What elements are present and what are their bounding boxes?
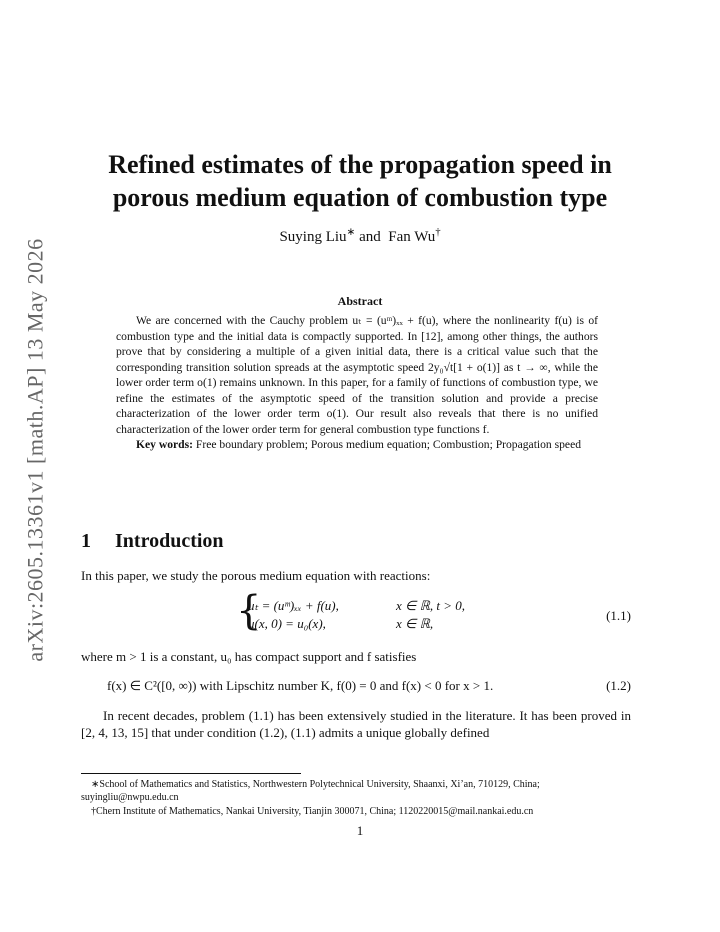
arxiv-sidebar-stamp: [18, 240, 54, 660]
footnotes: [81, 778, 631, 819]
abstract-heading: Abstract: [337, 294, 383, 308]
equation-number-1-2: (1.2): [606, 678, 631, 693]
abstract-text: We are concerned with the Cauchy problem uₜ = (uᵐ)ₓₓ + f(u), where the nonlinearity f(u) is of combustion type and the initial data is compactly supported. In [12], among other things, the authors prove that by considering a multiple of a given initial data, there is a critical value such that the corresponding transition solution spreads at the asymptotic speed 2y₀√t[1 + o(1)] as t → ∞, while the lower order term o(1) remains unknown. In this paper, for a family of functions of combustion type, we refine the estimates of the asymptotic speed of the transition solution and provide a precise characterization of the lower order term o(1). Our result also reveals that there is no unified characterization of the lower order term for general combustion type functions f.: [116, 314, 598, 436]
intro-paragraph-2: where m > 1 is a constant, u₀ has compact support and f satisfies: [81, 649, 417, 664]
equation-1-2: [81, 678, 631, 696]
page-number: 1: [356, 823, 364, 838]
equation-line-1-condition-text: x ∈ ℝ, t > 0,: [396, 598, 466, 613]
author-2: Fan Wu: [388, 229, 436, 245]
intro-paragraph-1: In this paper, we study the porous medium equation with reactions:: [81, 568, 431, 583]
title-line-2: porous medium equation of combustion type: [112, 183, 608, 212]
arxiv-id-label: arXiv:2605.13361v1 [math.AP] 13 May 2026: [23, 238, 49, 662]
author-list: [70, 229, 650, 246]
author-1-footnote-mark: ∗: [346, 227, 356, 238]
keywords-paragraph: [116, 437, 598, 453]
footnote-divider: [81, 773, 301, 774]
author-connector: and: [359, 229, 381, 245]
abstract-body: [116, 313, 598, 453]
equation-1-2-expr: f(x) ∈ C²([0, ∞)) with Lipschitz number K, f(0) = 0 and f(x) < 0 for x > 1.: [107, 678, 494, 693]
equation-line-2-condition: [396, 616, 433, 632]
section-heading-introduction: [81, 530, 224, 553]
equation-line-1: [248, 598, 339, 614]
equation-line-1-expr: uₜ = (uᵐ)ₓₓ + f(u),: [248, 598, 339, 613]
footnote-1: ∗School of Mathematics and Statistics, Northwestern Polytechnical University, Shaanxi, Xi’an, 710129, China; suyingliu@nwpu.edu.cn: [81, 779, 540, 803]
footnote-2: †Chern Institute of Mathematics, Nankai University, Tianjin 300071, China; 1120220015@mail.nankai.edu.cn: [91, 806, 534, 817]
intro-paragraph-3: In recent decades, problem (1.1) has been extensively studied in the literature. It has been proved in [2, 4, 13, 15] that under condition (1.2), (1.1) admits a unique globally defined: [81, 708, 631, 740]
equation-line-2-expr: u(x, 0) = u₀(x),: [248, 616, 326, 631]
section-number: 1: [81, 530, 91, 552]
title-line-1: Refined estimates of the propagation speed in: [108, 150, 612, 179]
author-1: Suying Liu: [279, 229, 347, 245]
equation-line-2-condition-text: x ∈ ℝ,: [396, 616, 434, 631]
cases-brace: {: [236, 588, 262, 634]
equation-line-1-condition: [396, 598, 465, 614]
author-2-footnote-mark: †: [435, 227, 441, 238]
equation-number-1-1: (1.1): [606, 608, 631, 623]
keywords-label: Key words:: [136, 438, 193, 451]
section-title: Introduction: [115, 530, 224, 552]
equation-1-1: [81, 588, 631, 636]
keywords-text: Free boundary problem; Porous medium equation; Combustion; Propagation speed: [195, 438, 582, 451]
paper-title: [70, 148, 650, 214]
equation-line-2: [248, 616, 326, 632]
